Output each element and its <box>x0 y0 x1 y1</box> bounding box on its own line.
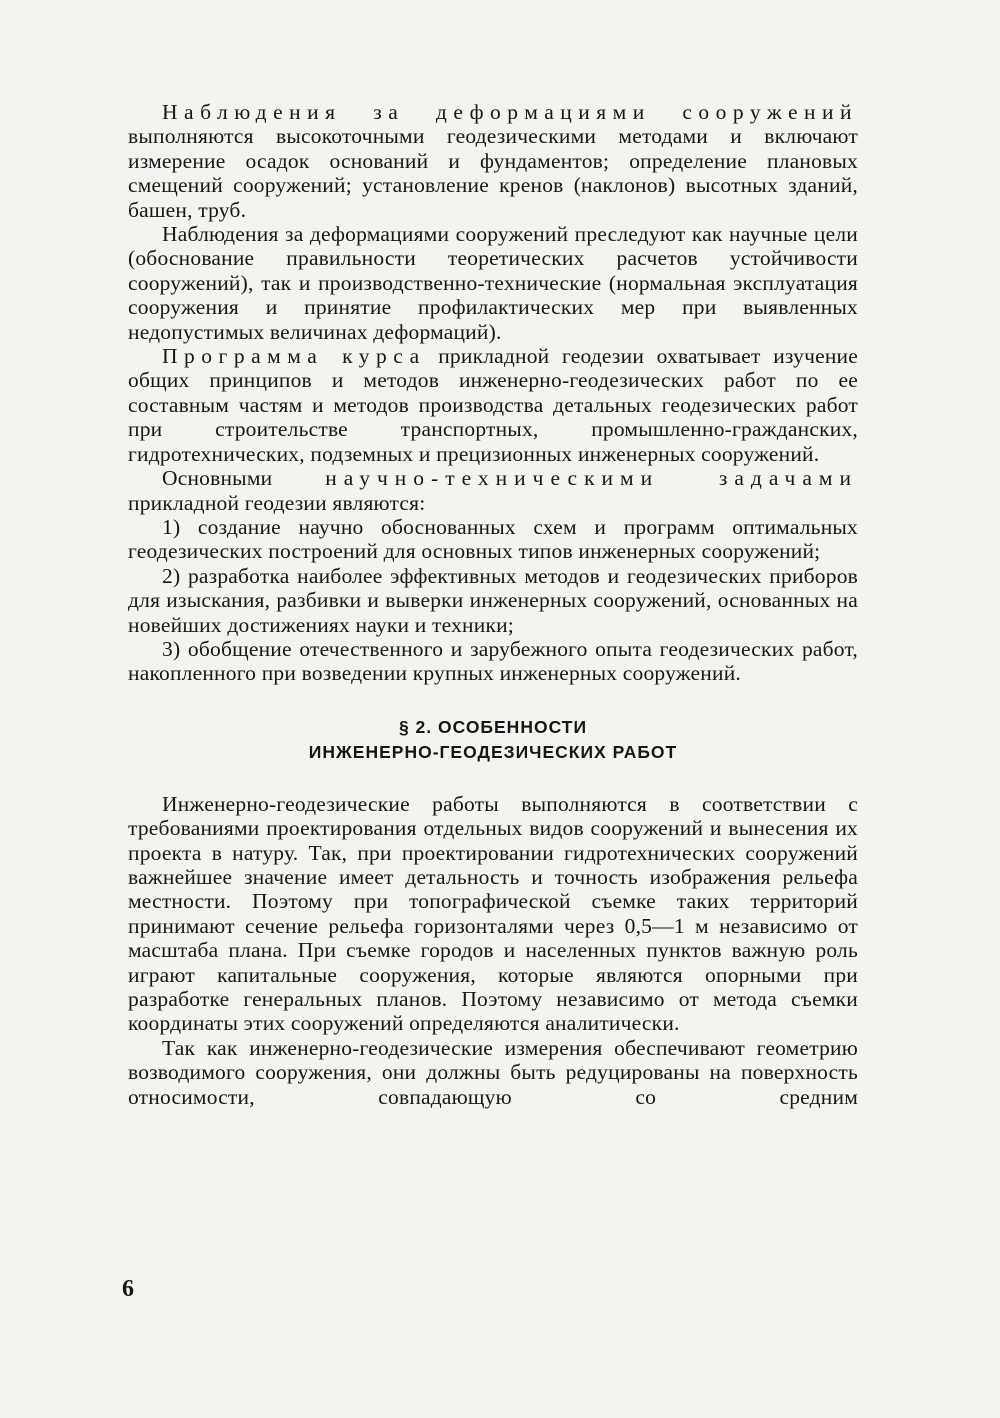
paragraph-text: выполняются высокоточными геодезическими методами и включают измерение осадок оснований и фундаментов; определение плановых смещений сооружений; установление кренов (наклонов) высотных зданий, башен, труб. <box>128 124 858 222</box>
paragraph-tasks-intro-continued: прикладной геодезии являются: <box>128 490 426 515</box>
page-number: 6 <box>122 1276 134 1302</box>
spaced-emphasis: Наблюдения за деформациями сооружений <box>162 100 858 124</box>
section-heading-line-1: § 2. ОСОБЕННОСТИ <box>398 716 588 737</box>
paragraph-text: прикладной геодезии охватывает изучение общих принципов и методов инженерно-геодезических работ по ее составным частям и методов производства детальных геодезических работ при строительстве транспортных, промышленно-гражданских, гидротехнических, подземных и прецизионных инженерных сооружений. <box>128 344 859 466</box>
list-item-task-3: 3) обобщение отечественного и зарубежного опыта геодезических работ, накопленного при возведении крупных инженерных сооружений. <box>128 636 858 686</box>
spaced-emphasis: Программа курса <box>162 344 426 369</box>
paragraph-text: Основными <box>162 466 273 491</box>
spaced-emphasis: научно-техническими задачами <box>325 466 858 491</box>
paragraph-deformation-observations <box>128 100 858 222</box>
section-heading-line-2: ИНЖЕНЕРНО-ГЕОДЕЗИЧЕСКИХ РАБОТ <box>308 741 678 762</box>
paragraph-course-program <box>128 344 858 466</box>
paragraph-tasks-intro <box>128 466 858 490</box>
section-heading <box>128 715 858 765</box>
paragraph-engineering-works: Инженерно-геодезические работы выполняются в соответствии с требованиями проектирования отдельных видов сооружений и вынесения их проекта в натуру. Так, при проектировании гидротехнических сооружений важнейшее значение имеет детальность и точность изображения рельефа местности. Поэтому при топографической съемке таких территорий принимают сечение рельефа горизонталями через 0,5—1 м независимо от масштаба плана. При съемке городов и населенных пунктов важную роль играют капитальные сооружения, которые являются опорными при разработке генеральных планов. Поэтому независимо от метода съемки координаты этих сооружений определяются аналитически. <box>128 791 858 1036</box>
paragraph-deformation-goals: Наблюдения за деформациями сооружений преследуют как научные цели (обоснование правильности теоретических расчетов устойчивости сооружений), так и производственно-технические (нормальная эксплуатация сооружения и принятие профилактических мер при выявленных недопустимых величинах деформаций). <box>128 222 858 344</box>
list-item-task-1: 1) создание научно обоснованных схем и программ оптимальных геодезических построений для основных типов инженерных сооружений; <box>128 514 858 564</box>
list-item-task-2: 2) разработка наиболее эффективных методов и геодезических приборов для изыскания, разбивки и выверки инженерных сооружений, основанных на новейших достижениях науки и техники; <box>128 563 858 637</box>
body-text <box>128 100 858 1109</box>
paragraph-geometry-reduction: Так как инженерно-геодезические измерения обеспечивают геометрию возводимого сооружения, они должны быть редуцированы на поверхность относимости, совпадающую со средним <box>128 1035 858 1109</box>
